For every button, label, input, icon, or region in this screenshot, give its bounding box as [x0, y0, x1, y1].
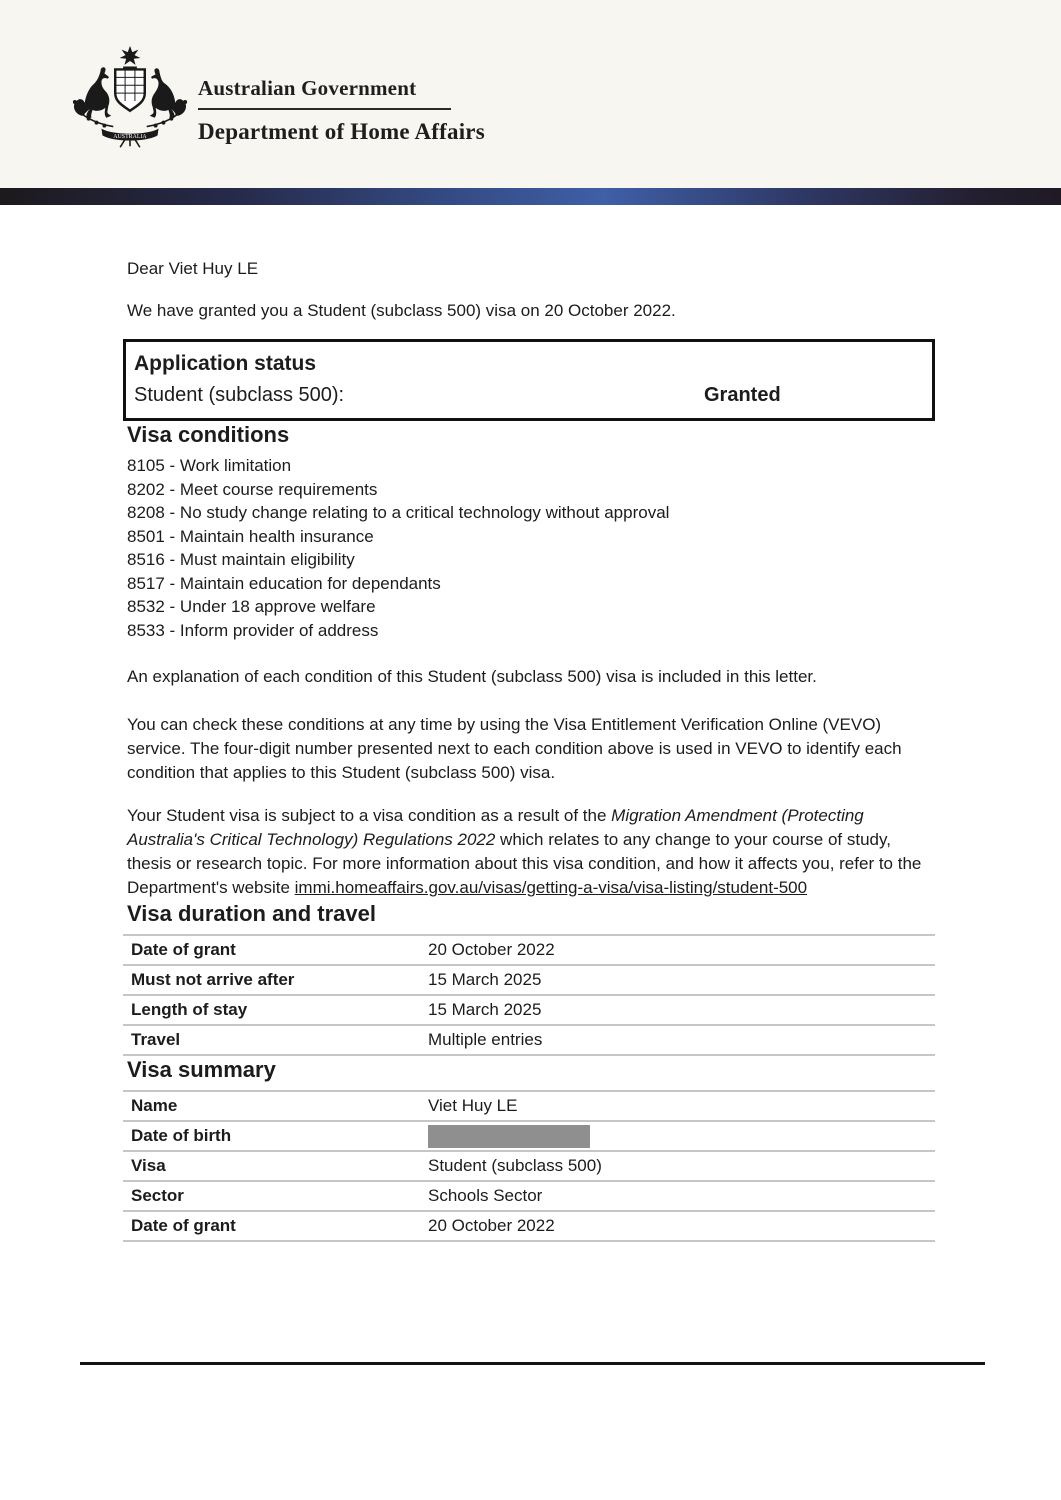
row-label: Date of birth — [131, 1126, 232, 1145]
table-row — [123, 1210, 935, 1240]
table-row — [123, 964, 935, 994]
table-row — [123, 934, 935, 964]
table-row — [123, 994, 935, 1024]
department-title: Department of Home Affairs — [198, 119, 485, 144]
row-value: Schools Sector — [428, 1186, 543, 1205]
row-label: Length of stay — [131, 1000, 248, 1019]
crest-motto-text: AUSTRALIA — [113, 133, 147, 140]
government-title: Australian Government — [198, 76, 417, 100]
condition-item: 8501 - Maintain health insurance — [127, 526, 374, 546]
intro-sentence: We have granted you a Student (subclass 500) visa on 20 October 2022. — [127, 301, 676, 320]
row-value: Viet Huy LE — [428, 1096, 518, 1115]
visa-conditions-list — [127, 454, 935, 642]
letter-body — [0, 257, 1061, 1242]
row-value: 20 October 2022 — [428, 1216, 555, 1235]
condition-item: 8516 - Must maintain eligibility — [127, 550, 355, 569]
agency-titles — [198, 76, 485, 145]
footer-divider-rule — [80, 1362, 985, 1365]
row-label: Date of grant — [131, 1216, 236, 1235]
header-gradient-bar — [0, 188, 1061, 205]
table-row — [123, 1180, 935, 1210]
table-row — [123, 1120, 935, 1150]
row-value: 20 October 2022 — [428, 940, 555, 959]
row-value: 15 March 2025 — [428, 1000, 542, 1019]
row-label: Date of grant — [131, 940, 236, 959]
row-label: Must not arrive after — [131, 970, 295, 989]
application-status-label: Student (subclass 500): — [134, 384, 345, 406]
application-status-box — [123, 339, 935, 421]
condition-item: 8202 - Meet course requirements — [127, 479, 378, 499]
table-row — [123, 1024, 935, 1054]
agency-divider-rule — [198, 108, 451, 110]
visa-duration-table — [123, 934, 935, 1056]
australian-coat-of-arms-icon — [66, 44, 194, 157]
letterhead — [0, 0, 1061, 188]
visa-duration-heading: Visa duration and travel — [127, 901, 377, 926]
row-value: Multiple entries — [428, 1030, 543, 1049]
visa-summary-heading: Visa summary — [127, 1057, 276, 1082]
table-row — [123, 1150, 935, 1180]
row-value: Student (subclass 500) — [428, 1156, 602, 1175]
migration-text-pre: Your Student visa is subject to a visa condition as a result of the — [127, 806, 612, 825]
greeting: Dear Viet Huy LE — [127, 259, 259, 278]
row-value: 15 March 2025 — [428, 970, 542, 989]
vevo-paragraph: You can check these conditions at any time by using the Visa Entitlement Verification Online (VEVO) service. The four-digit number presented next to each condition above is used in VEVO to identify each condition that applies to this Student (subclass 500) visa. — [127, 715, 902, 782]
condition-item: 8208 - No study change relating to a critical technology without approval — [127, 503, 670, 522]
row-value — [428, 1125, 935, 1148]
explanation-paragraph: An explanation of each condition of this Student (subclass 500) visa is included in this letter. — [127, 667, 817, 686]
table-row — [123, 1090, 935, 1120]
condition-item: 8532 - Under 18 approve welfare — [127, 597, 376, 616]
application-status-title: Application status — [134, 352, 317, 375]
application-status-row — [134, 380, 924, 410]
row-label: Name — [131, 1096, 178, 1115]
condition-item: 8105 - Work limitation — [127, 456, 292, 475]
application-status-value: Granted — [704, 384, 781, 406]
condition-item: 8533 - Inform provider of address — [127, 620, 379, 640]
migration-paragraph — [127, 804, 935, 900]
row-label: Visa — [131, 1156, 166, 1175]
department-website-link[interactable]: immi.homeaffairs.gov.au/visas/getting-a-visa/visa-listing/student-500 — [294, 878, 808, 897]
migration-text-post: which relates to any change to your course of study, thesis or research topic. For more information about this visa condition, and how it affects you, refer to the Department's website — [127, 830, 922, 897]
date-of-birth-redaction-box — [428, 1125, 590, 1148]
row-label: Travel — [131, 1030, 181, 1049]
condition-item: 8517 - Maintain education for dependants — [127, 573, 441, 593]
visa-conditions-heading: Visa conditions — [127, 422, 290, 447]
row-label: Sector — [131, 1186, 184, 1205]
migration-regulation-title: Migration Amendment (Protecting Australia's Critical Technology) Regulations 2022 — [127, 806, 864, 849]
visa-summary-table — [123, 1090, 935, 1242]
